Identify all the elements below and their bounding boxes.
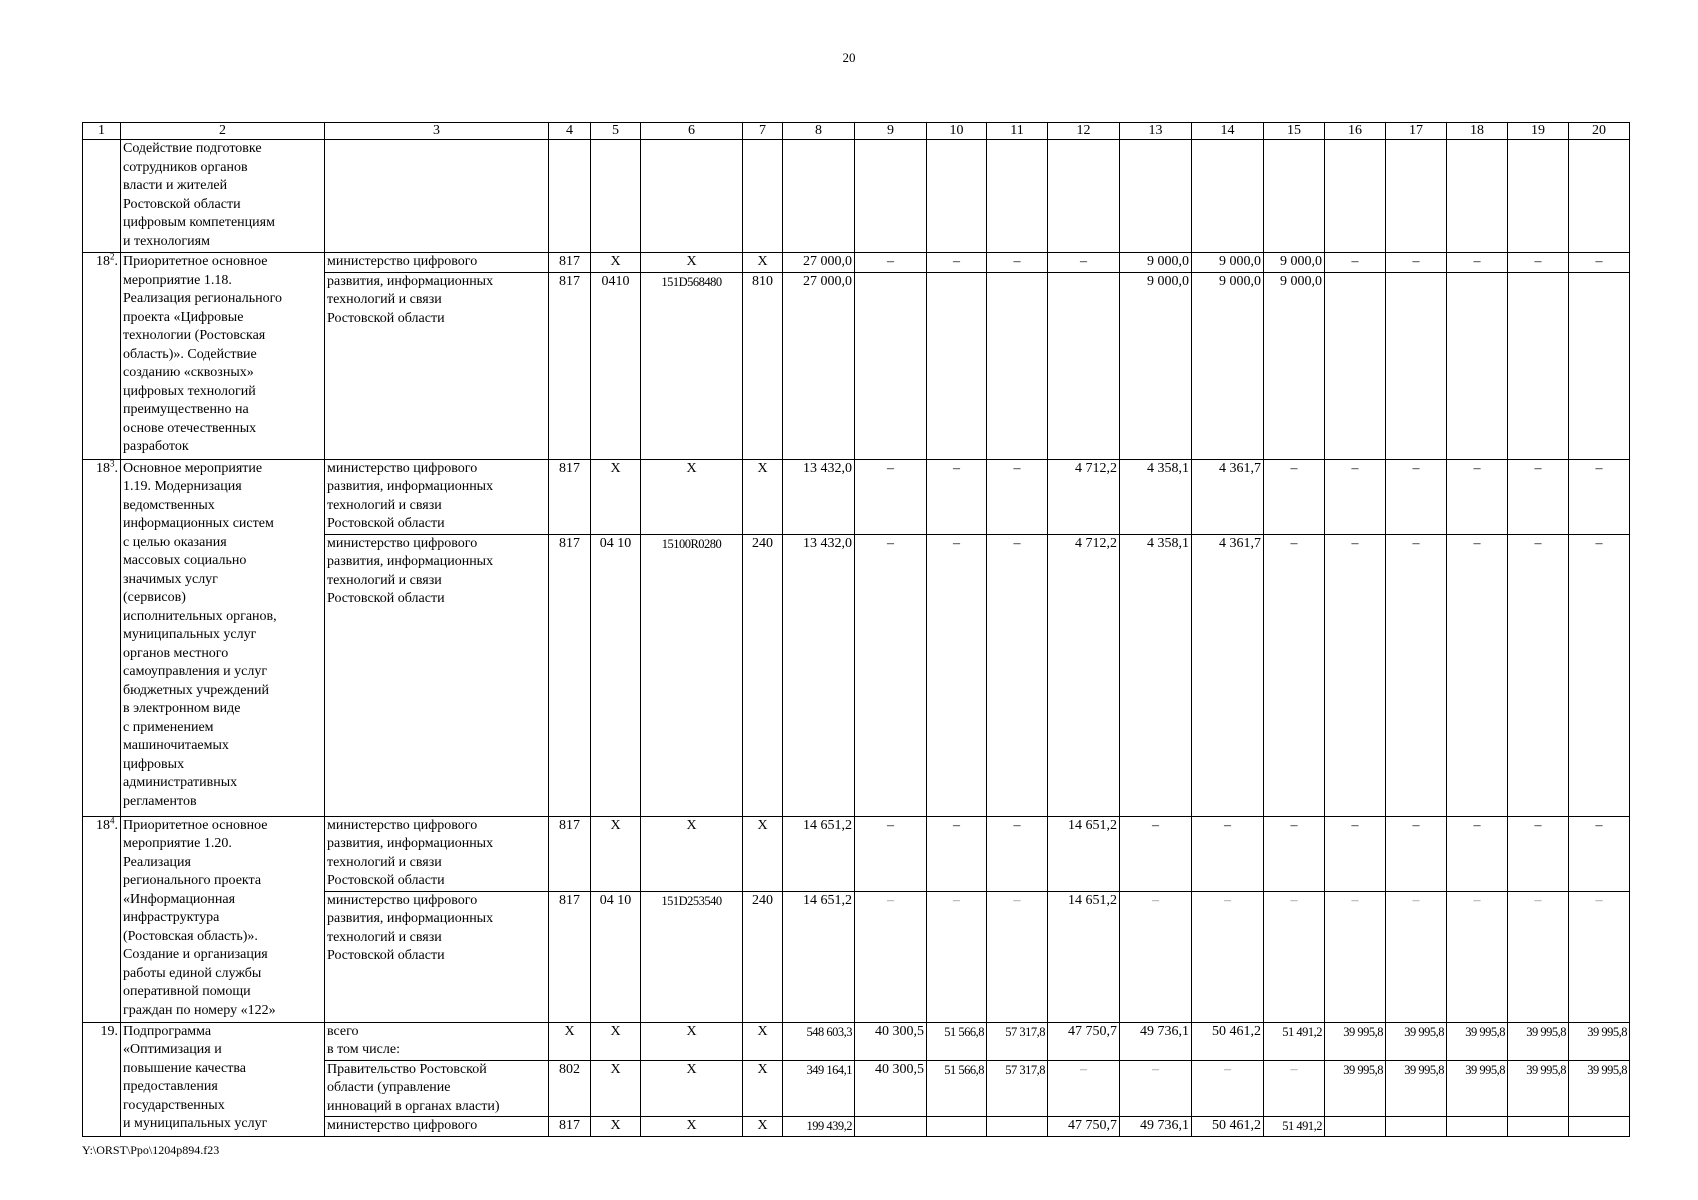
cell-c11: – [987, 459, 1048, 534]
cell-c4: 802 [549, 1060, 591, 1117]
cell-c6: 151D568480 [641, 272, 743, 459]
executor: министерство цифрового [325, 253, 549, 273]
cell-c10: 51 566,8 [927, 1060, 987, 1117]
cell-c7: X [743, 1022, 783, 1060]
cell-c20: – [1569, 534, 1630, 816]
cell-c9: – [855, 253, 927, 273]
row-number-sup: 3 [110, 459, 115, 468]
cell-c20 [1569, 272, 1630, 459]
column-header: 4 [549, 123, 591, 140]
cell-c14: – [1192, 891, 1264, 1022]
cell [743, 140, 783, 253]
cell-c18 [1447, 272, 1508, 459]
column-header: 20 [1569, 123, 1630, 140]
cell [1386, 140, 1447, 253]
cell-c15: – [1264, 816, 1325, 891]
cell [1508, 140, 1569, 253]
cell-c9 [855, 1117, 927, 1137]
cell-c9: – [855, 891, 927, 1022]
cell-c12: 4 712,2 [1048, 459, 1120, 534]
row-number [83, 253, 121, 460]
cell-c14: – [1192, 1060, 1264, 1117]
cell-c15: 51 491,2 [1264, 1117, 1325, 1137]
cell-c18: – [1447, 891, 1508, 1022]
cell-c15: 9 000,0 [1264, 272, 1325, 459]
cell-c16: 39 995,8 [1325, 1022, 1386, 1060]
table-row [83, 816, 1630, 891]
cell [1447, 140, 1508, 253]
cell-c7: X [743, 253, 783, 273]
cell [1325, 140, 1386, 253]
footer-file-path: Y:\ORST\Ppo\1204p894.f23 [82, 1143, 220, 1157]
cell-c14: – [1192, 816, 1264, 891]
cell-c14: 50 461,2 [1192, 1022, 1264, 1060]
cell-c14: 4 361,7 [1192, 534, 1264, 816]
row-number-tail: . [114, 254, 118, 269]
cell-c9 [855, 272, 927, 459]
cell-c14: 50 461,2 [1192, 1117, 1264, 1137]
cell-c10: – [927, 253, 987, 273]
cell-c12 [1048, 272, 1120, 459]
cell-c6: X [641, 816, 743, 891]
column-header: 5 [591, 123, 641, 140]
cell-c5: X [591, 459, 641, 534]
cell-c19: – [1508, 459, 1569, 534]
executor: развития, информационных технологий и связи Ростовской области [325, 272, 549, 459]
cell-c7: X [743, 816, 783, 891]
measure-name: Приоритетное основное мероприятие 1.18. Реализация регионального проекта «Цифровые технологии (Ростовская область)». Содействие созданию «сквозных» цифровых технологий преимущественно на основе отечественных разработок [121, 253, 325, 460]
column-number-row [83, 123, 1630, 140]
cell-c10: – [927, 534, 987, 816]
table-row [83, 1022, 1630, 1060]
cell-c11: 57 317,8 [987, 1022, 1048, 1060]
cell-c7: 810 [743, 272, 783, 459]
cell-c9: – [855, 816, 927, 891]
cell-c15: 51 491,2 [1264, 1022, 1325, 1060]
cell-c19: 39 995,8 [1508, 1022, 1569, 1060]
executor: министерство цифрового развития, информационных технологий и связи Ростовской области [325, 891, 549, 1022]
cell-c17: – [1386, 816, 1447, 891]
cell-c15: 9 000,0 [1264, 253, 1325, 273]
row-number-main: 18 [96, 460, 110, 476]
cell-c20: – [1569, 816, 1630, 891]
cell-c13: – [1120, 1060, 1192, 1117]
cell-c10: 51 566,8 [927, 1022, 987, 1060]
cell-c14: 9 000,0 [1192, 253, 1264, 273]
executor: всего в том числе: [325, 1022, 549, 1060]
table-row [83, 459, 1630, 534]
row-number-sup: 4 [110, 816, 115, 825]
cell-c15: – [1264, 534, 1325, 816]
cell-c8: 27 000,0 [783, 253, 855, 273]
table-row [83, 140, 1630, 253]
row-number-tail: . [114, 460, 118, 476]
executor: министерство цифрового развития, информационных технологий и связи Ростовской области [325, 459, 549, 534]
cell-c11: – [987, 816, 1048, 891]
cell-c20: – [1569, 253, 1630, 273]
cell-c19: – [1508, 816, 1569, 891]
cell-c16: 39 995,8 [1325, 1060, 1386, 1117]
cell-c15: – [1264, 891, 1325, 1022]
cell-c16: – [1325, 891, 1386, 1022]
cell-c8: 199 439,2 [783, 1117, 855, 1137]
cell-c13: 9 000,0 [1120, 253, 1192, 273]
cell-c10 [927, 1117, 987, 1137]
cell-c17: – [1386, 534, 1447, 816]
cell-c16: – [1325, 459, 1386, 534]
cell-c6: X [641, 253, 743, 273]
column-header: 11 [987, 123, 1048, 140]
cell-c7: 240 [743, 891, 783, 1022]
column-header: 12 [1048, 123, 1120, 140]
cell-c18: 39 995,8 [1447, 1060, 1508, 1117]
cell-c18: – [1447, 459, 1508, 534]
cell-c5: 04 10 [591, 891, 641, 1022]
row-number-main: 18 [96, 817, 110, 833]
cell-c11: – [987, 534, 1048, 816]
cell [927, 140, 987, 253]
cell-c20 [1569, 1117, 1630, 1137]
cell-c9: – [855, 459, 927, 534]
cell-c13: – [1120, 816, 1192, 891]
cell [549, 140, 591, 253]
cell-c19: – [1508, 253, 1569, 273]
cell-c8: 349 164,1 [783, 1060, 855, 1117]
cell-c10: – [927, 816, 987, 891]
cell-c11: – [987, 891, 1048, 1022]
cell-c19: 39 995,8 [1508, 1060, 1569, 1117]
cell-c6: 15100R0280 [641, 534, 743, 816]
cell-c9: – [855, 534, 927, 816]
cell-c20: – [1569, 459, 1630, 534]
cell-c6: X [641, 1117, 743, 1137]
cell-c5: X [591, 816, 641, 891]
cell-c17 [1386, 272, 1447, 459]
cell-c13: 4 358,1 [1120, 459, 1192, 534]
cell-c16 [1325, 272, 1386, 459]
executor: министерство цифрового [325, 1117, 549, 1137]
column-header: 7 [743, 123, 783, 140]
cell-c16: – [1325, 253, 1386, 273]
cell-c10: – [927, 891, 987, 1022]
cell-c19 [1508, 272, 1569, 459]
cell-c5: X [591, 1060, 641, 1117]
cell [1048, 140, 1120, 253]
cell [855, 140, 927, 253]
column-header: 15 [1264, 123, 1325, 140]
column-header: 17 [1386, 123, 1447, 140]
measure-name: Подпрограмма «Оптимизация и повышение качества предоставления государственных и муниципальных услуг [121, 1022, 325, 1136]
cell-c16 [1325, 1117, 1386, 1137]
cell-c10 [927, 272, 987, 459]
page-number: 20 [842, 50, 856, 65]
executor: министерство цифрового развития, информационных технологий и связи Ростовской области [325, 534, 549, 816]
cell-c18: – [1447, 253, 1508, 273]
cell-c15: – [1264, 1060, 1325, 1117]
cell-c5: 04 10 [591, 534, 641, 816]
column-header: 2 [121, 123, 325, 140]
cell-c14: 4 361,7 [1192, 459, 1264, 534]
cell-c18: – [1447, 534, 1508, 816]
executor: Правительство Ростовской области (управление инноваций в органах власти) [325, 1060, 549, 1117]
measure-name: Приоритетное основное мероприятие 1.20. Реализация регионального проекта «Информационная инфраструктура (Ростовская область)». Создание и организация работы единой службы оперативной помощи граждан по номеру «122» [121, 816, 325, 1022]
cell-c4: 817 [549, 1117, 591, 1137]
cell-c11: – [987, 253, 1048, 273]
cell-c16: – [1325, 816, 1386, 891]
row-number-tail: . [114, 817, 118, 833]
column-header: 14 [1192, 123, 1264, 140]
cell-c19 [1508, 1117, 1569, 1137]
cell-c12: – [1048, 1060, 1120, 1117]
column-header: 8 [783, 123, 855, 140]
cell-c8: 27 000,0 [783, 272, 855, 459]
cell-c12: 47 750,7 [1048, 1022, 1120, 1060]
cell-c12: 47 750,7 [1048, 1117, 1120, 1137]
cell-c5: X [591, 1022, 641, 1060]
cell-c16: – [1325, 534, 1386, 816]
cell-c7: X [743, 1060, 783, 1117]
executor: министерство цифрового развития, информационных технологий и связи Ростовской области [325, 816, 549, 891]
cell [1569, 140, 1630, 253]
column-header: 16 [1325, 123, 1386, 140]
cell [987, 140, 1048, 253]
cell [1192, 140, 1264, 253]
cell-c15: – [1264, 459, 1325, 534]
cell [783, 140, 855, 253]
cell-c8: 14 651,2 [783, 891, 855, 1022]
cell-c10: – [927, 459, 987, 534]
cell-c8: 548 603,3 [783, 1022, 855, 1060]
cell-c8: 13 432,0 [783, 459, 855, 534]
cell-c4: X [549, 1022, 591, 1060]
cell-c19: – [1508, 534, 1569, 816]
cell-c20: 39 995,8 [1569, 1060, 1630, 1117]
cell-c19: – [1508, 891, 1569, 1022]
cell-c4: 817 [549, 253, 591, 273]
cell-c12: 14 651,2 [1048, 816, 1120, 891]
cell-c4: 817 [549, 534, 591, 816]
cell-c20: 39 995,8 [1569, 1022, 1630, 1060]
measure-name: Содействие подготовке сотрудников органов власти и жителей Ростовской области цифровым компетенциям и технологиям [121, 140, 325, 253]
row-number-main: 18 [96, 254, 110, 269]
cell [641, 140, 743, 253]
column-header: 19 [1508, 123, 1569, 140]
cell-c8: 14 651,2 [783, 816, 855, 891]
cell-c7: X [743, 1117, 783, 1137]
cell [1120, 140, 1192, 253]
cell-c13: – [1120, 891, 1192, 1022]
cell-c7: 240 [743, 534, 783, 816]
cell-c12: 14 651,2 [1048, 891, 1120, 1022]
cell-c4: 817 [549, 891, 591, 1022]
column-header: 13 [1120, 123, 1192, 140]
table-row [83, 253, 1630, 273]
cell-c14: 9 000,0 [1192, 272, 1264, 459]
column-header: 3 [325, 123, 549, 140]
cell-c17: – [1386, 253, 1447, 273]
cell-c11: 57 317,8 [987, 1060, 1048, 1117]
cell-c13: 4 358,1 [1120, 534, 1192, 816]
cell-c5: 0410 [591, 272, 641, 459]
cell [83, 140, 121, 253]
cell-c4: 817 [549, 816, 591, 891]
cell-c18: 39 995,8 [1447, 1022, 1508, 1060]
row-number-main: 19. [100, 1023, 118, 1039]
cell-c11 [987, 1117, 1048, 1137]
cell [325, 140, 549, 253]
cell-c17: 39 995,8 [1386, 1060, 1447, 1117]
cell-c11 [987, 272, 1048, 459]
row-number [83, 816, 121, 1022]
cell-c17: – [1386, 459, 1447, 534]
column-header: 9 [855, 123, 927, 140]
cell-c6: X [641, 459, 743, 534]
cell-c4: 817 [549, 272, 591, 459]
column-header: 1 [83, 123, 121, 140]
cell-c5: X [591, 1117, 641, 1137]
cell-c8: 13 432,0 [783, 534, 855, 816]
cell-c17 [1386, 1117, 1447, 1137]
row-number-sup: 2 [110, 252, 115, 262]
measure-name: Основное мероприятие 1.19. Модернизация ведомственных информационных систем с целью оказания массовых социально значимых услуг (сервисов) исполнительных органов, муниципальных услуг органов местного самоуправления и услуг бюджетных учреждений в электронном виде с применением машиночитаемых цифровых административных регламентов [121, 459, 325, 816]
cell-c13: 9 000,0 [1120, 272, 1192, 459]
cell-c9: 40 300,5 [855, 1022, 927, 1060]
cell-c12: – [1048, 253, 1120, 273]
cell-c6: X [641, 1022, 743, 1060]
cell-c6: X [641, 1060, 743, 1117]
cell-c7: X [743, 459, 783, 534]
row-number [83, 1022, 121, 1136]
cell-c12: 4 712,2 [1048, 534, 1120, 816]
cell-c6: 151D253540 [641, 891, 743, 1022]
cell-c17: 39 995,8 [1386, 1022, 1447, 1060]
cell-c18: – [1447, 816, 1508, 891]
cell-c4: 817 [549, 459, 591, 534]
budget-table [82, 122, 1630, 1137]
cell-c18 [1447, 1117, 1508, 1137]
cell-c13: 49 736,1 [1120, 1022, 1192, 1060]
cell [1264, 140, 1325, 253]
cell-c17: – [1386, 891, 1447, 1022]
cell [591, 140, 641, 253]
column-header: 10 [927, 123, 987, 140]
cell-c20: – [1569, 891, 1630, 1022]
cell-c13: 49 736,1 [1120, 1117, 1192, 1137]
column-header: 6 [641, 123, 743, 140]
column-header: 18 [1447, 123, 1508, 140]
row-number [83, 459, 121, 816]
cell-c9: 40 300,5 [855, 1060, 927, 1117]
cell-c5: X [591, 253, 641, 273]
